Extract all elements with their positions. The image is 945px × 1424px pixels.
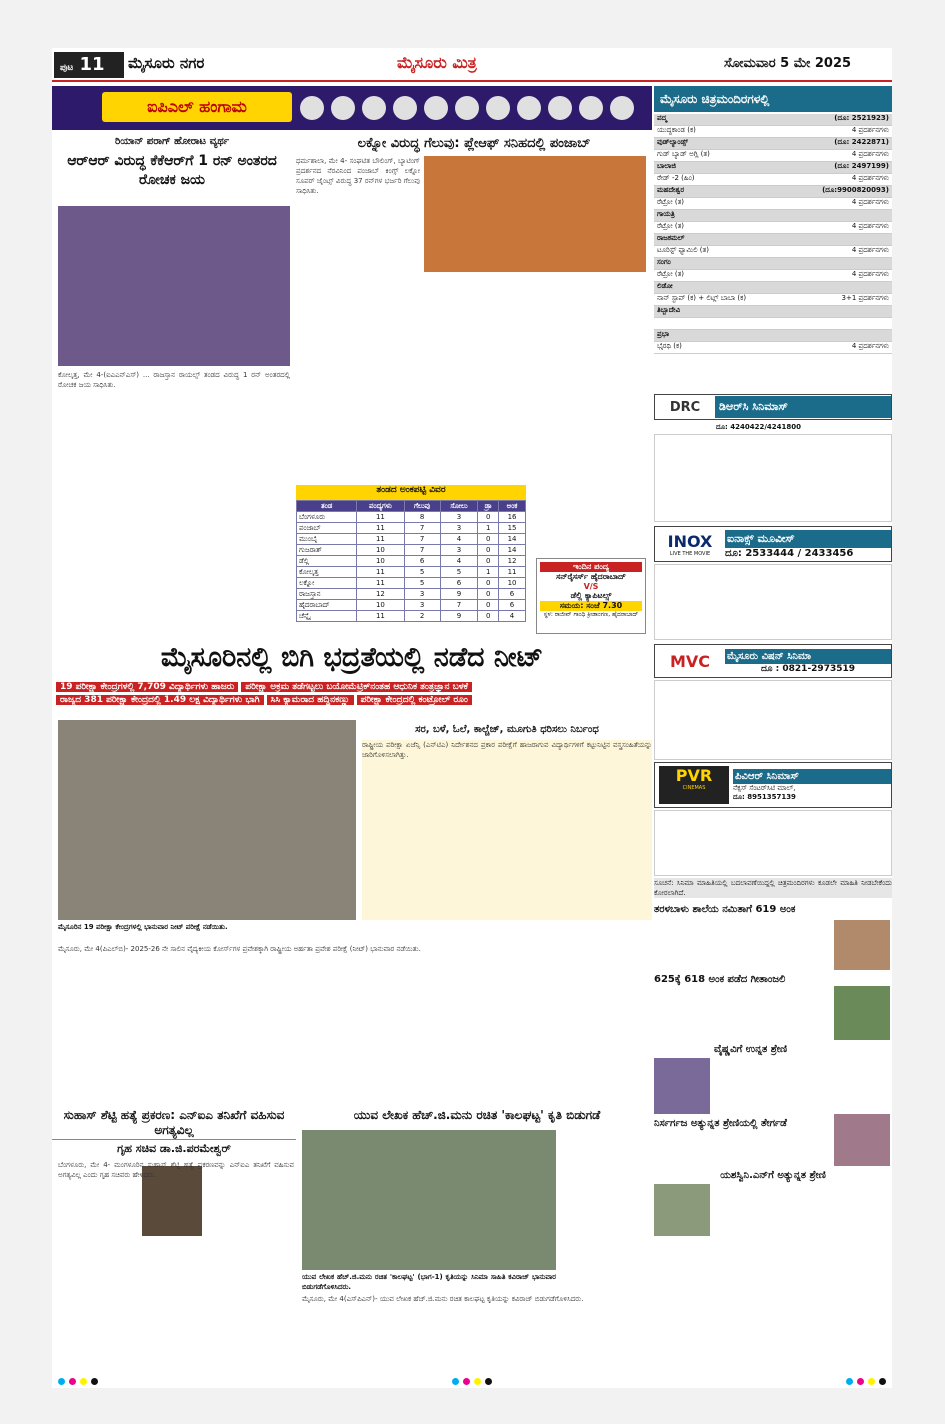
team-logo-icon	[300, 96, 324, 120]
neet-bullet: ಪರೀಕ್ಷಾ ಅಕ್ರಮ ತಡೆಗಟ್ಟಲು ಬಯೋಮೆಟ್ರಿಕ್‌ನಂತಹ ಆಧುನಿಕ ತಂತ್ರಜ್ಞಾನ ಬಳಕೆ	[241, 682, 472, 692]
cinema-row-name: ರೆಟ್ರೋ (ತ)	[657, 222, 685, 230]
cinema-row-info: 4 ಪ್ರದರ್ಶನಗಳು	[851, 342, 889, 350]
cinema-row-info: (ದೂ: 2497199)	[834, 162, 889, 170]
points-table-cell: 0	[478, 611, 499, 622]
ipl-title: ಐಪಿಎಲ್ ಹಂಗಾಮ	[102, 92, 292, 122]
match-team1: ಸನ್‌ರೈಸರ್ಸ್ ಹೈದರಾಬಾದ್	[556, 572, 626, 581]
student-photo	[654, 1058, 710, 1114]
match-vs: V/S	[583, 582, 599, 591]
cinema-row-name: ರೇಡ್ -2 (ಹಿಂ)	[657, 174, 695, 182]
cinema-row-name: ತಿಬ್ಬಾದೇವಿ	[657, 306, 681, 314]
inox-phone: ದೂ: 2533444 / 2433456	[725, 547, 854, 559]
points-table-cell: 2	[404, 611, 440, 622]
cinema-row-name: ಮಹದೇಶ್ವರ	[657, 186, 685, 194]
cinema-row-name: ಭೈರಥಿ (ಕ)	[657, 342, 682, 350]
page-number-box: ಪುಟ 11	[54, 52, 124, 78]
points-table-row	[297, 578, 526, 589]
mvc-phone: ದೂ : 0821-2973519	[760, 663, 856, 674]
today-match-box	[536, 558, 646, 634]
points-table-cell: 4	[440, 534, 478, 545]
neet-bullet: 19 ಪರೀಕ್ಷಾ ಕೇಂದ್ರಗಳಲ್ಲಿ 7,709 ವಿದ್ಯಾರ್ಥಿಗಳು ಹಾಜರು	[56, 682, 238, 692]
points-table-cell: 12	[499, 556, 526, 567]
print-color-marks	[58, 1378, 98, 1385]
sslc-body	[714, 1058, 892, 1114]
neet-side-body: ರಾಷ್ಟ್ರೀಯ ಪರೀಕ್ಷಾ ಏಜೆನ್ಸಿ (ಎನ್‌ಟಿಎ) ನಿರ್ದೇಶನದ ಪ್ರಕಾರ ಪರೀಕ್ಷೆಗೆ ಹಾಜರಾಗುವ ವಿದ್ಯಾರ್ಥಿಗಳಿಗೆ ಕಟ್ಟುನಿಟ್ಟಿನ ವಸ್ತ್ರಸಂಹಿತೆಯನ್ನು ಜಾರಿಗೊಳಿಸಲಾಗಿತ್ತು.	[362, 740, 652, 920]
points-table-row	[297, 600, 526, 611]
story1-headline: ಆರ್‌ಆರ್ ವಿರುದ್ಧ ಕೆಕೆಆರ್‌ಗೆ 1 ರನ್ ಅಂತರದ ರೋಚಕ ಜಯ	[67, 153, 277, 188]
points-table-cell: 3	[440, 545, 478, 556]
points-table-cell: 6	[440, 578, 478, 589]
points-table-cell: 0	[478, 512, 499, 523]
cinema-row-name: ರೆಟ್ರೋ (ತ)	[657, 270, 685, 278]
points-table-header: ಡ್ರಾ	[478, 501, 499, 512]
points-table-cell: 11	[357, 611, 404, 622]
inox-header	[654, 526, 892, 562]
team-logo-icon	[517, 96, 541, 120]
cinema-row-name: ಯುದ್ಧಕಾಂಡ (ಕ)	[657, 126, 696, 134]
cinema-row-info: (ದೂ:9900820093)	[822, 186, 889, 194]
cinema-row	[654, 294, 892, 306]
neet-bullets	[56, 682, 652, 705]
cinema-row	[654, 150, 892, 162]
points-table-row	[297, 611, 526, 622]
masthead: ಮೈಸೂರು ಮಿತ್ರ	[397, 53, 477, 72]
sslc-body	[654, 1132, 830, 1166]
points-table-cell: 6	[404, 556, 440, 567]
points-table-header: ಸೋಲು	[440, 501, 478, 512]
points-table-cell: ಬೆಂಗಳೂರು	[297, 512, 357, 523]
points-table-cell: 9	[440, 589, 478, 600]
points-table-row	[297, 589, 526, 600]
inox-logo-box	[655, 532, 725, 557]
team-logo-icon	[455, 96, 479, 120]
match-venue: ಸ್ಥಳ: ರಾಜೀವ್ ಗಾಂಧಿ ಕ್ರೀಡಾಂಗಣ, ಹೈದರಾಬಾದ್	[543, 611, 639, 618]
cinema-row	[654, 318, 892, 330]
points-table-cell: 11	[357, 523, 404, 534]
cinema-row	[654, 210, 892, 222]
cinema-notice: ಸೂಚನೆ: ಸಿನಿಮಾ ಮಾಹಿತಿಯಲ್ಲಿ ಬದಲಾವಣೆಯಿದ್ದಲ್ಲಿ ಚಿತ್ರಮಂದಿರಗಳು ಕೂಡಲೇ ಮಾಹಿತಿ ನೀಡಬೇಕೆಂದು ಕೋರಲಾಗಿದೆ.	[654, 879, 892, 897]
points-table-cell: 3	[404, 600, 440, 611]
newspaper-page	[52, 48, 892, 1388]
points-table-cell: ಗುಜರಾತ್	[297, 545, 357, 556]
cinema-row-info: (ದೂ: 2422871)	[834, 138, 889, 146]
section-title: ಮೈಸೂರು ನಗರ	[128, 54, 205, 72]
points-table-cell: 10	[357, 545, 404, 556]
page-footer	[52, 1374, 892, 1388]
cinema-row-name: ಲಿಡೋ	[657, 282, 673, 290]
points-table-cell: 0	[478, 545, 499, 556]
points-table-cell: 6	[499, 589, 526, 600]
mvc-logo: MVC	[669, 651, 711, 671]
points-table-cell: 10	[357, 600, 404, 611]
pvr-place: ನೆಕ್ಸಸ್ ಸೆಂಟರ್‌ಸಿಟಿ ಮಾಲ್,	[733, 783, 796, 792]
points-table-cell: 10	[357, 556, 404, 567]
points-table-cell: 12	[357, 589, 404, 600]
drc-listings	[654, 434, 892, 522]
points-table-cell: 0	[478, 556, 499, 567]
points-table-cell: 14	[499, 534, 526, 545]
cinema-row	[654, 234, 892, 246]
neet-caption: ಮೈಸೂರಿನ 19 ಪರೀಕ್ಷಾ ಕೇಂದ್ರಗಳಲ್ಲಿ ಭಾನುವಾರ ನೀಟ್ ಪರೀಕ್ಷೆ ನಡೆಯಿತು.	[58, 923, 228, 931]
story2-headline: ಲಕ್ನೋ ವಿರುದ್ಧ ಗೆಲುವು: ಪ್ಲೇಆಫ್ ಸನಿಹದಲ್ಲಿ ಪಂಜಾಬ್	[357, 136, 591, 151]
points-table-row	[297, 567, 526, 578]
cinema-row-name: ಗುಡ್ ಬ್ಯಾಡ್ ಅಗ್ಲಿ (ತ)	[657, 150, 710, 158]
cinema-row-name: ಪದ್ಮ	[657, 114, 667, 122]
points-table-cell: 4	[499, 611, 526, 622]
cinema-row	[654, 162, 892, 174]
cinema-row-info: 4 ಪ್ರದರ್ಶನಗಳು	[851, 270, 889, 278]
points-table-cell: ಪಂಜಾಬ್	[297, 523, 357, 534]
pvr-header	[654, 762, 892, 808]
cinema-row	[654, 222, 892, 234]
cinema-row-name: ವುಡ್‌ಲ್ಯಾಂಡ್ಸ್	[657, 138, 688, 146]
cinema-row	[654, 270, 892, 282]
points-table-header: ಪಂದ್ಯಗಳು	[357, 501, 404, 512]
inox-logo: INOX	[667, 531, 713, 551]
team-logo-icon	[393, 96, 417, 120]
cinema-row-info: 3+1 ಪ್ರದರ್ಶನಗಳು	[841, 294, 889, 302]
points-table-cell: ಕೋಲ್ಕತ್ತ	[297, 567, 357, 578]
team-logo-icon	[331, 96, 355, 120]
points-table-cell: 1	[478, 523, 499, 534]
points-table-cell: 4	[440, 556, 478, 567]
cinema-row-info: 4 ಪ್ರದರ್ಶನಗಳು	[851, 150, 889, 158]
sslc-headline: ವೈಷ್ಣವಿಗೆ ಉನ್ನತ ಶ್ರೇಣಿ	[714, 1044, 788, 1055]
cinema-row-name: ಪ್ರಭಾ	[657, 330, 670, 338]
points-table-cell: ಲಕ್ನೋ	[297, 578, 357, 589]
sslc-body	[714, 1184, 892, 1236]
points-table-cell: 10	[499, 578, 526, 589]
sslc-headline: 625ಕ್ಕೆ 618 ಅಂಕ ಪಡೆದ ಗೀತಾಂಜಲಿ	[654, 974, 786, 985]
mvc-info	[725, 649, 891, 674]
mvc-listings	[654, 680, 892, 760]
suhas-headline: ಸುಹಾಸ್ ಶೆಟ್ಟಿ ಹತ್ಯೆ ಪ್ರಕರಣ: ಎನ್‌ಐಎ ತನಿಖೆಗೆ ವಹಿಸುವ ಅಗತ್ಯವಿಲ್ಲ	[52, 1108, 296, 1140]
student-photo	[834, 986, 890, 1040]
points-table-cell: 7	[404, 534, 440, 545]
drc-header	[654, 394, 892, 420]
cinema-row	[654, 114, 892, 126]
cinema-row	[654, 138, 892, 150]
print-color-marks	[846, 1378, 886, 1385]
student-photo	[654, 1184, 710, 1236]
points-table-cell: ಚೆನ್ನೈ	[297, 611, 357, 622]
cinema-row	[654, 342, 892, 354]
pvr-listings	[654, 810, 892, 876]
team-logo-strip	[300, 90, 646, 126]
points-table-row	[297, 523, 526, 534]
cinema-row-name: ಟೂರಿಸ್ಟ್ ಫ್ಯಾಮಿಲಿ (ತ)	[657, 246, 709, 254]
pvr-name: ಪಿವಿಆರ್ ಸಿನಿಮಾಸ್	[733, 769, 891, 784]
neet-bullet: ಸಿಸಿ ಕ್ಯಾಮರಾದ ಹದ್ದಿನಕಣ್ಣು	[267, 695, 354, 705]
suhas-body: ಬೆಂಗಳೂರು, ಮೇ 4- ಮಂಗಳೂರಿನ ಸುಹಾಸ್ ಶೆಟ್ಟಿ ಹತ್ಯೆ ಪ್ರಕರಣವನ್ನು ಎನ್‌ಐಎ ತನಿಖೆಗೆ ವಹಿಸುವ ಅಗತ್ಯವಿಲ್ಲ ಎಂದು ಗೃಹ ಸಚಿವರು ಹೇಳಿದರು.	[58, 1161, 294, 1179]
cinema-row	[654, 282, 892, 294]
mvc-name: ಮೈಸೂರು ವಿಷನ್ ಸಿನಿಮಾ	[725, 649, 891, 664]
cinema-row-info: 4 ಪ್ರದರ್ಶನಗಳು	[851, 174, 889, 182]
inox-info	[725, 530, 891, 559]
points-table-cell: 3	[440, 512, 478, 523]
sslc-headline: ಯಶಸ್ವಿನಿ.ಎನ್‌ಗೆ ಅತ್ಯುನ್ನತ ಶ್ರೇಣಿ	[720, 1170, 826, 1181]
match-time: ಸಮಯ: ಸಂಜೆ 7.30	[540, 601, 642, 611]
points-table-cell: 3	[440, 523, 478, 534]
pvr-phone: ದೂ: 8951357139	[733, 792, 796, 801]
cinema-row	[654, 330, 892, 342]
points-table-cell: 11	[357, 567, 404, 578]
points-table-header: ಗೆಲುವು	[404, 501, 440, 512]
book-headline: ಯುವ ಲೇಖಕ ಹೆಚ್.ಜಿ.ಮನು ರಚಿತ 'ಕಾಲಘಟ್ಟ' ಕೃತಿ ಬಿಡುಗಡೆ	[302, 1108, 652, 1128]
student-photo	[834, 1114, 890, 1166]
cinema-row-info: 4 ಪ್ರದರ್ಶನಗಳು	[851, 198, 889, 206]
points-table-header: ತಂಡ	[297, 501, 357, 512]
points-table-row	[297, 534, 526, 545]
sslc-headline: ನಿರ್ಸರ್ಗಜ ಅತ್ಯುನ್ನತ ಶ್ರೇಣಿಯಲ್ಲಿ ತೇರ್ಗಡೆ	[654, 1118, 787, 1129]
cinema-row-name: ರಾಜಕಮಲ್	[657, 234, 685, 242]
suhas-subhead: ಗೃಹ ಸಚಿವ ಡಾ.ಜಿ.ಪರಮೇಶ್ವರ್	[117, 1142, 231, 1155]
points-table-row	[297, 545, 526, 556]
team-logo-icon	[579, 96, 603, 120]
points-table-cell: ರಾಜಸ್ತಾನ	[297, 589, 357, 600]
points-table-cell: 5	[440, 567, 478, 578]
kkr-celebration-photo	[58, 206, 290, 366]
inox-name: ಐನಾಕ್ಸ್ ಮೂವೀಸ್	[725, 530, 891, 548]
points-table-row	[297, 512, 526, 523]
punjab-players-photo	[424, 156, 646, 272]
points-table-cell: 5	[404, 567, 440, 578]
points-table-cell: 0	[478, 534, 499, 545]
neet-bullet: ಪರೀಕ್ಷಾ ಕೇಂದ್ರದಲ್ಲಿ ಕಂಟ್ರೋಲ್ ರೂಂ	[357, 695, 472, 705]
points-table-cell: 14	[499, 545, 526, 556]
points-table-cell: 11	[357, 578, 404, 589]
book-caption: ಯುವ ಲೇಖಕ ಹೆಚ್.ಜಿ.ಮನು ರಚಿತ 'ಕಾಲಘಟ್ಟ' (ಭಾಗ-1) ಕೃತಿಯನ್ನು ಸಿನಿಮಾ ಸಾಹಿತಿ ಕವಿರಾಜ್ ಭಾನುವಾರ ಬಿಡುಗಡೆಗೊಳಿಸಿದರು.	[302, 1273, 556, 1291]
team-logo-icon	[424, 96, 448, 120]
team-logo-icon	[610, 96, 634, 120]
pvr-logo-box	[659, 766, 729, 804]
points-table-cell: 7	[440, 600, 478, 611]
drc-phone: ದೂ: 4240422/4241800	[716, 423, 801, 431]
neet-side-headline: ಸರ, ಬಳೆ, ಓಲೆ, ಕಾಲ್ಚೆಜ್, ಮೂಗುತಿ ಧರಿಸಲು ನಿರ್ಬಂಧ	[415, 724, 599, 735]
points-table-header: ಅಂಕ	[499, 501, 526, 512]
cinema-list	[654, 114, 892, 354]
points-table-cell: 0	[478, 600, 499, 611]
match-team2: ಡೆಲ್ಲಿ ಕ್ಯಾಪಿಟಲ್ಸ್	[570, 591, 612, 600]
mvc-header	[654, 644, 892, 678]
inox-listings	[654, 564, 892, 640]
points-table-cell: 16	[499, 512, 526, 523]
points-table-cell: 8	[404, 512, 440, 523]
points-table-cell: 1	[478, 567, 499, 578]
issue-date: ಸೋಮವಾರ 5 ಮೇ 2025	[724, 56, 852, 71]
points-table-cell: 15	[499, 523, 526, 534]
neet-body: ಮೈಸೂರು, ಮೇ 4(ಪಿಎಲ್‌ಬಿ)- 2025-26 ನೇ ಸಾಲಿನ ವೈದ್ಯಕೀಯ ಕೋರ್ಸ್‌ಗಳ ಪ್ರವೇಶಕ್ಕಾಗಿ ರಾಷ್ಟ್ರೀಯ ಅರ್ಹತಾ ಪ್ರವೇಶ ಪರೀಕ್ಷೆ (ನೀಟ್) ಭಾನುವಾರ ನಡೆಯಿತು.	[58, 945, 421, 953]
pvr-info	[729, 769, 891, 802]
team-logo-icon	[362, 96, 386, 120]
match-tag: ಇಂದಿನ ಪಂದ್ಯ	[540, 562, 642, 572]
points-table-cell: 9	[440, 611, 478, 622]
cinema-title: ಮೈಸೂರು ಚಿತ್ರಮಂದಿರಗಳಲ್ಲಿ	[654, 86, 892, 112]
cinema-row	[654, 306, 892, 318]
neet-exam-photo	[58, 720, 356, 920]
book-body: ಮೈಸೂರು, ಮೇ 4(ಎಸ್‌ಪಿಎನ್)- ಯುವ ಲೇಖಕ ಹೆಚ್.ಜಿ.ಮನು ರಚಿತ ಕಾಲಘಟ್ಟ ಕೃತಿಯನ್ನು ಕವಿರಾಜ್ ಬಿಡುಗಡೆಗೊಳಿಸಿದರು.	[302, 1295, 584, 1303]
book-body-side	[560, 1130, 652, 1290]
cinema-row	[654, 186, 892, 198]
points-table-cell: 11	[357, 512, 404, 523]
cinema-row-name: ರೆಟ್ರೋ (ತ)	[657, 198, 685, 206]
cinema-row-name: ಗಾಯತ್ರಿ	[657, 210, 675, 218]
pvr-sub: CINEMAS	[682, 785, 706, 791]
cinema-row-info: 4 ಪ್ರದರ್ಶನಗಳು	[851, 246, 889, 254]
points-table-cell: 5	[404, 578, 440, 589]
sslc-results	[654, 902, 892, 1181]
student-photo	[834, 920, 890, 970]
cinema-row-info: 4 ಪ್ರದರ್ಶನಗಳು	[851, 126, 889, 134]
inox-tag: LIVE THE MOVIE	[669, 550, 711, 557]
story1-kicker: ರಿಯಾನ್ ಪರಾಗ್ ಹೋರಾಟ ವ್ಯರ್ಥ	[114, 136, 230, 147]
team-logo-icon	[486, 96, 510, 120]
story2-body-cont	[424, 276, 646, 481]
team-logo-icon	[548, 96, 572, 120]
points-table-cell: 11	[357, 534, 404, 545]
cinema-row	[654, 246, 892, 258]
story1-body: ಕೋಲ್ಕತ್ತ, ಮೇ 4-(ಐಎಎನ್‌ಎಸ್) ... ರಾಜಸ್ತಾನ ರಾಯಲ್ಸ್ ತಂಡದ ವಿರುದ್ಧ 1 ರನ್ ಅಂತರದಲ್ಲಿ ರೋಚಕ ಜಯ ಸಾಧಿಸಿತು.	[58, 371, 290, 389]
points-table-title: ತಂಡದ ಅಂಕಪಟ್ಟಿ ವಿವರ	[296, 485, 526, 500]
pvr-logo: PVR	[675, 766, 713, 785]
points-table-cell: 0	[478, 589, 499, 600]
points-table-cell: 6	[499, 600, 526, 611]
cinema-row-name: ಬಾಲಾಜಿ	[657, 162, 676, 170]
sslc-headline: ತರಳಬಾಳು ಶಾಲೆಯ ನಮಿತಾಗೆ 619 ಅಂಕ	[654, 904, 796, 915]
points-table-cell: 0	[478, 578, 499, 589]
cinema-row	[654, 174, 892, 186]
neet-headline: ಮೈಸೂರಿನಲ್ಲಿ ಬಿಗಿ ಭದ್ರತೆಯಲ್ಲಿ ನಡೆದ ನೀಟ್	[160, 642, 544, 673]
points-table-cell: 11	[499, 567, 526, 578]
cinema-row	[654, 198, 892, 210]
cinema-row-info: (ದೂ: 2521923)	[834, 114, 889, 122]
cinema-row-info: 4 ಪ್ರದರ್ಶನಗಳು	[851, 222, 889, 230]
points-table-cell: ಹೈದರಾಬಾದ್	[297, 600, 357, 611]
points-table-row	[297, 556, 526, 567]
drc-logo: DRC	[669, 399, 701, 415]
points-table-cell: ಡೆಲ್ಲಿ	[297, 556, 357, 567]
book-release-photo	[302, 1130, 556, 1270]
print-color-marks	[452, 1378, 492, 1385]
points-table-cell: ಮುಂಬೈ	[297, 534, 357, 545]
cinema-row	[654, 258, 892, 270]
points-table	[296, 500, 526, 622]
points-table-cell: 3	[404, 589, 440, 600]
sslc-body	[654, 988, 830, 1040]
cinema-row-name: ನಾನ್ ಸ್ಟಾಪ್ (ಕ) + ಲಿಟ್ಲ್ ಬಾಬಾ (ಕ)	[657, 294, 747, 302]
cinema-row-name: ಸಂಗಂ	[657, 258, 671, 266]
sslc-body	[654, 920, 830, 970]
page-header	[52, 48, 892, 82]
cinema-row	[654, 126, 892, 138]
neet-bullet: ರಾಜ್ಯದ 381 ಪರೀಕ್ಷಾ ಕೇಂದ್ರದಲ್ಲಿ 1.49 ಲಕ್ಷ ವಿದ್ಯಾರ್ಥಿಗಳು ಭಾಗಿ	[56, 695, 264, 705]
drc-name: ಡಿಆರ್‌ಸಿ ಸಿನಿಮಾಸ್	[715, 396, 891, 418]
story2-body: ಧರ್ಮಶಾಲಾ, ಮೇ 4- ಸಂಘಟಿತ ಬೌಲಿಂಗ್, ಬ್ಯಾಟಿಂಗ್ ಪ್ರದರ್ಶನದ ನೆರವಿನಿಂದ ಪಂಜಾಬ್ ಕಿಂಗ್ಸ್ ಲಕ್ನೋ ಸೂಪರ್ ಜೈಂಟ್ಸ್ ವಿರುದ್ಧ 37 ರನ್‌ಗಳ ಭರ್ಜರಿ ಗೆಲುವು ಸಾಧಿಸಿತು.	[296, 157, 420, 195]
points-table-cell: 7	[404, 523, 440, 534]
points-table-cell: 7	[404, 545, 440, 556]
